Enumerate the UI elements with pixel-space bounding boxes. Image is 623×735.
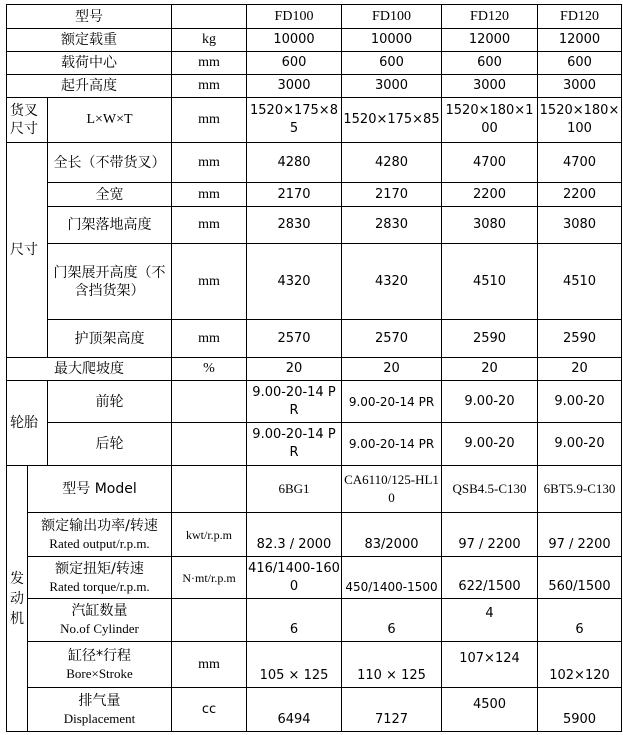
cell: 3080 [442, 207, 538, 244]
forklift-spec-table [6, 4, 622, 732]
row-overall-width [7, 183, 622, 207]
cell: 600 [538, 52, 622, 75]
row-unit [172, 599, 247, 642]
cell: 9.00-20 [538, 381, 622, 423]
cell: 4700 [538, 143, 622, 183]
row-overhead-guard-height [7, 320, 622, 358]
model-col-3: FD120 [442, 5, 538, 29]
row-unit [172, 381, 247, 423]
row-label-en: No.of Cylinder [60, 621, 139, 636]
cell: 10000 [342, 29, 442, 52]
cell: 1520×180×100 [442, 98, 538, 143]
row-front-tire [7, 381, 622, 423]
header-label: 型号 [7, 5, 172, 29]
cell: 82.3 / 2000 [247, 513, 342, 557]
cell: 9.00-20-14 PR [247, 381, 342, 423]
cell: 9.00-20-14 PR [342, 381, 442, 423]
row-displacement [7, 688, 622, 732]
cell: 9.00-20 [442, 381, 538, 423]
cell: 1520×175×85 [342, 98, 442, 143]
cell: 6BT5.9-C130 [538, 466, 622, 513]
cell: 6494 [247, 688, 342, 732]
row-label: 护顶架高度 [48, 320, 172, 358]
row-load-center [7, 52, 622, 75]
cell: 2590 [442, 320, 538, 358]
row-unit: kwt/r.p.m [172, 513, 247, 557]
row-unit: mm [172, 52, 247, 75]
row-label-en: Rated output/r.p.m. [49, 535, 150, 551]
cell: 6BG1 [247, 466, 342, 513]
row-label-en: Rated torque/r.p.m. [49, 578, 150, 594]
group-fork-size: 货叉尺寸 [7, 98, 48, 143]
header-unit [172, 5, 247, 29]
cell: 97 / 2200 [442, 513, 538, 557]
cell: 1520×175×85 [247, 98, 342, 143]
cell: 20 [442, 358, 538, 381]
cell: 3080 [538, 207, 622, 244]
cell: 12000 [538, 29, 622, 52]
row-mast-lowered-height [7, 207, 622, 244]
cell: 20 [538, 358, 622, 381]
row-engine-model [7, 466, 622, 513]
row-rear-tire [7, 423, 622, 466]
row-label: 型号 Model [28, 466, 172, 513]
cell: 3000 [342, 75, 442, 98]
row-unit: mm [172, 183, 247, 207]
cell: 1520×180×100 [538, 98, 622, 143]
row-label-en: Displacement [63, 710, 136, 726]
cell: 6 [342, 599, 442, 642]
row-label: 载荷中心 [7, 52, 172, 75]
cell: 83/2000 [342, 513, 442, 557]
cell: 600 [247, 52, 342, 75]
row-label: 额定输出功率/转速 [41, 517, 158, 534]
cell: 4280 [247, 143, 342, 183]
cell: 4320 [342, 244, 442, 320]
row-unit: mm [172, 75, 247, 98]
cell: 2200 [442, 183, 538, 207]
cell: 9.00-20 [442, 423, 538, 466]
row-cylinders [7, 599, 622, 642]
cell: 622/1500 [442, 557, 538, 599]
row-label: 额定扭矩/转速 [55, 560, 144, 577]
cell: 2200 [538, 183, 622, 207]
cell: 600 [442, 52, 538, 75]
cell: 2170 [342, 183, 442, 207]
cell: 4700 [442, 143, 538, 183]
cell: 2590 [538, 320, 622, 358]
row-label: 前轮 [48, 381, 172, 423]
row-label-cell [28, 557, 172, 599]
row-unit: mm [172, 320, 247, 358]
row-label: 最大爬坡度 [7, 358, 172, 381]
cell: 20 [247, 358, 342, 381]
model-col-4: FD120 [538, 5, 622, 29]
row-rated-torque [7, 557, 622, 599]
row-label: 全长（不带货叉） [48, 143, 172, 183]
row-label-cell [28, 688, 172, 732]
row-unit: mm [172, 642, 247, 688]
cell: 3000 [247, 75, 342, 98]
cell: 97 / 2200 [538, 513, 622, 557]
cell: 600 [342, 52, 442, 75]
row-mast-extended-height [7, 244, 622, 320]
cell: 20 [342, 358, 442, 381]
cell: 6 [247, 599, 342, 642]
cell: 3000 [442, 75, 538, 98]
row-unit [172, 466, 247, 513]
cell: 105 × 125 [247, 642, 342, 688]
row-label: 汽缸数量 [71, 603, 128, 619]
row-unit: mm [172, 244, 247, 320]
row-rated-output [7, 513, 622, 557]
cell: 4280 [342, 143, 442, 183]
cell: 9.00-20-14 PR [247, 423, 342, 466]
cell: 10000 [247, 29, 342, 52]
row-unit: kg [172, 29, 247, 52]
row-unit: mm [172, 207, 247, 244]
row-max-gradeability [7, 358, 622, 381]
cell: 416/1400-1600 [247, 557, 342, 599]
header-row [7, 5, 622, 29]
cell: 2830 [342, 207, 442, 244]
row-label-en: Bore×Stroke [66, 665, 133, 681]
row-lift-height [7, 75, 622, 98]
row-unit: mm [172, 98, 247, 143]
cell: 6 [538, 599, 622, 642]
row-label-cell [28, 599, 172, 642]
row-unit: N·mt/r.p.m [172, 557, 247, 599]
model-col-2: FD100 [342, 5, 442, 29]
row-label: 额定载重 [7, 29, 172, 52]
cell: 7127 [342, 688, 442, 732]
row-label: 门架落地高度 [48, 207, 172, 244]
cell: 102×120 [538, 642, 622, 688]
row-label: 缸径*行程 [68, 647, 131, 664]
row-label: 后轮 [48, 423, 172, 466]
row-overall-length [7, 143, 622, 183]
row-unit: cc [172, 688, 247, 732]
cell: 4510 [442, 244, 538, 320]
row-bore-stroke [7, 642, 622, 688]
cell: 4510 [538, 244, 622, 320]
row-label-cell [28, 513, 172, 557]
group-engine: 发动机 [7, 466, 28, 732]
cell: 12000 [442, 29, 538, 52]
cell: 2570 [342, 320, 442, 358]
cell: CA6110/125-HL10 [342, 466, 442, 513]
cell: QSB4.5-C130 [442, 466, 538, 513]
cell: 3000 [538, 75, 622, 98]
cell: 4 [442, 599, 538, 642]
row-rated-load [7, 29, 622, 52]
model-col-1: FD100 [247, 5, 342, 29]
cell: 4500 [442, 688, 538, 732]
row-fork-size [7, 98, 622, 143]
cell: 107×124 [442, 642, 538, 688]
cell: 560/1500 [538, 557, 622, 599]
cell: 2830 [247, 207, 342, 244]
cell: 2570 [247, 320, 342, 358]
row-label: 排气量 [78, 692, 121, 709]
cell: 2170 [247, 183, 342, 207]
row-label: 起升高度 [7, 75, 172, 98]
group-tires: 轮胎 [7, 381, 48, 466]
cell: 5900 [538, 688, 622, 732]
row-unit [172, 423, 247, 466]
row-label-cell [28, 642, 172, 688]
cell: 110 × 125 [342, 642, 442, 688]
cell: 9.00-20 [538, 423, 622, 466]
row-label: 全宽 [48, 183, 172, 207]
row-unit: % [172, 358, 247, 381]
cell: 9.00-20-14 PR [342, 423, 442, 466]
row-unit: mm [172, 143, 247, 183]
row-label: L×W×T [48, 98, 172, 143]
cell: 450/1400-1500 [342, 557, 442, 599]
row-label: 门架展开高度（不含挡货架） [48, 244, 172, 320]
cell: 4320 [247, 244, 342, 320]
group-dimensions: 尺寸 [7, 143, 48, 358]
